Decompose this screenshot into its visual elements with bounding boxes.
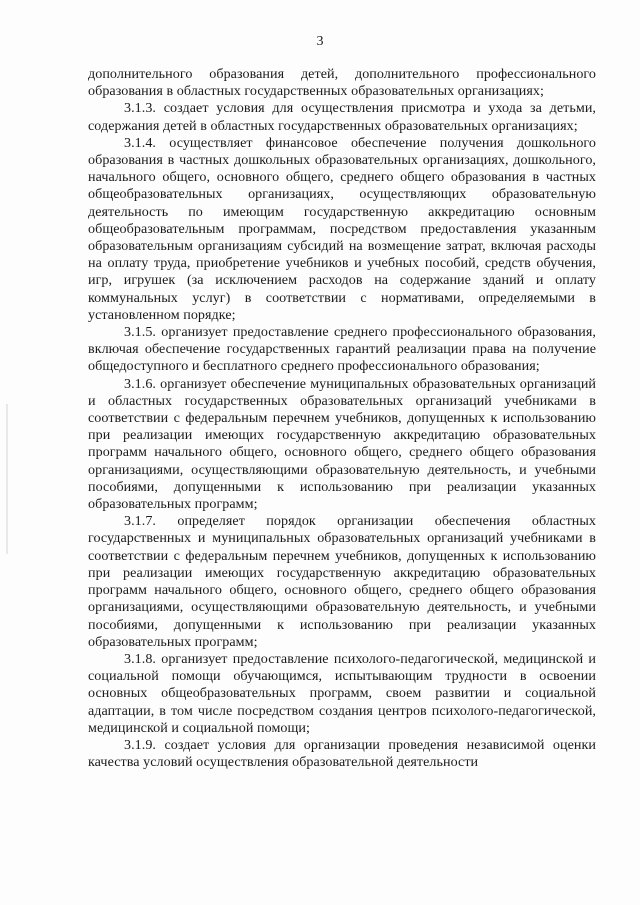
paragraph-continuation: дополнительного образования детей, дополнительного профессионального образования в областных государственных образовательных организациях; (88, 66, 596, 100)
paragraph-3-1-7: 3.1.7. определяет порядок организации обеспечения областных государственных и муниципальных образовательных организаций учебниками в соответствии с федеральным перечнем учебников, допущенных к использованию при реализации имеющих государственную аккредитацию образовательных программ начального общего, основного общего, среднего общего образования организациями, осуществляющими образовательную деятельность, и учебными пособиями, допущенными к использованию при реализации указанных образовательных программ; (88, 513, 596, 650)
paragraph-3-1-9: 3.1.9. создает условия для организации проведения независимой оценки качества условий осуществления образовательной деятельности (88, 736, 596, 771)
document-body (88, 66, 596, 771)
page-number: 3 (316, 34, 324, 49)
paragraph-3-1-5: 3.1.5. организует предоставление среднего профессионального образования, включая обеспечение государственных гарантий реализации права на получение общедоступного и бесплатного среднего профессионального образования; (88, 324, 596, 375)
paragraph-3-1-6: 3.1.6. организует обеспечение муниципальных образовательных организаций и областных государственных образовательных организаций учебниками в соответствии с федеральным перечнем учебников, допущенных к использованию при реализации имеющих государственную аккредитацию образовательных программ начального общего, основного общего, среднего общего образования организациями, осуществляющими образовательную деятельность, и учебными пособиями, допущенными к использованию при реализации указанных образовательных программ; (88, 375, 596, 513)
paragraph-3-1-4: 3.1.4. осуществляет финансовое обеспечение получения дошкольного образования в частных дошкольных образовательных организациях, дошкольного, начального общего, основного общего, среднего общего образования в частных общеобразовательных организациях, осуществляющих образовательную деятельность по имеющим государственную аккредитацию основным общеобразовательным программам, посредством предоставления указанным образовательным организациям субсидий на возмещение затрат, включая расходы на оплату труда, приобретение учебников и учебных пособий, средств обучения, игр, игрушек (за исключением расходов на содержание зданий и оплату коммунальных услуг) в соответствии с нормативами, определяемыми в установленном порядке; (88, 134, 596, 323)
paragraph-3-1-3: 3.1.3. создает условия для осуществления присмотра и ухода за детьми, содержания детей в областных государственных образовательных организациях; (88, 100, 596, 134)
paragraph-3-1-8: 3.1.8. организует предоставление психолого-педагогической, медицинской и социальной помощи обучающимся, испытывающим трудности в освоении основных общеобразовательных программ, своем развитии и социальной адаптации, в том числе посредством создания центров психолого-педагогической, медицинской и социальной помощи; (88, 650, 596, 736)
scan-margin-mark (6, 404, 8, 554)
